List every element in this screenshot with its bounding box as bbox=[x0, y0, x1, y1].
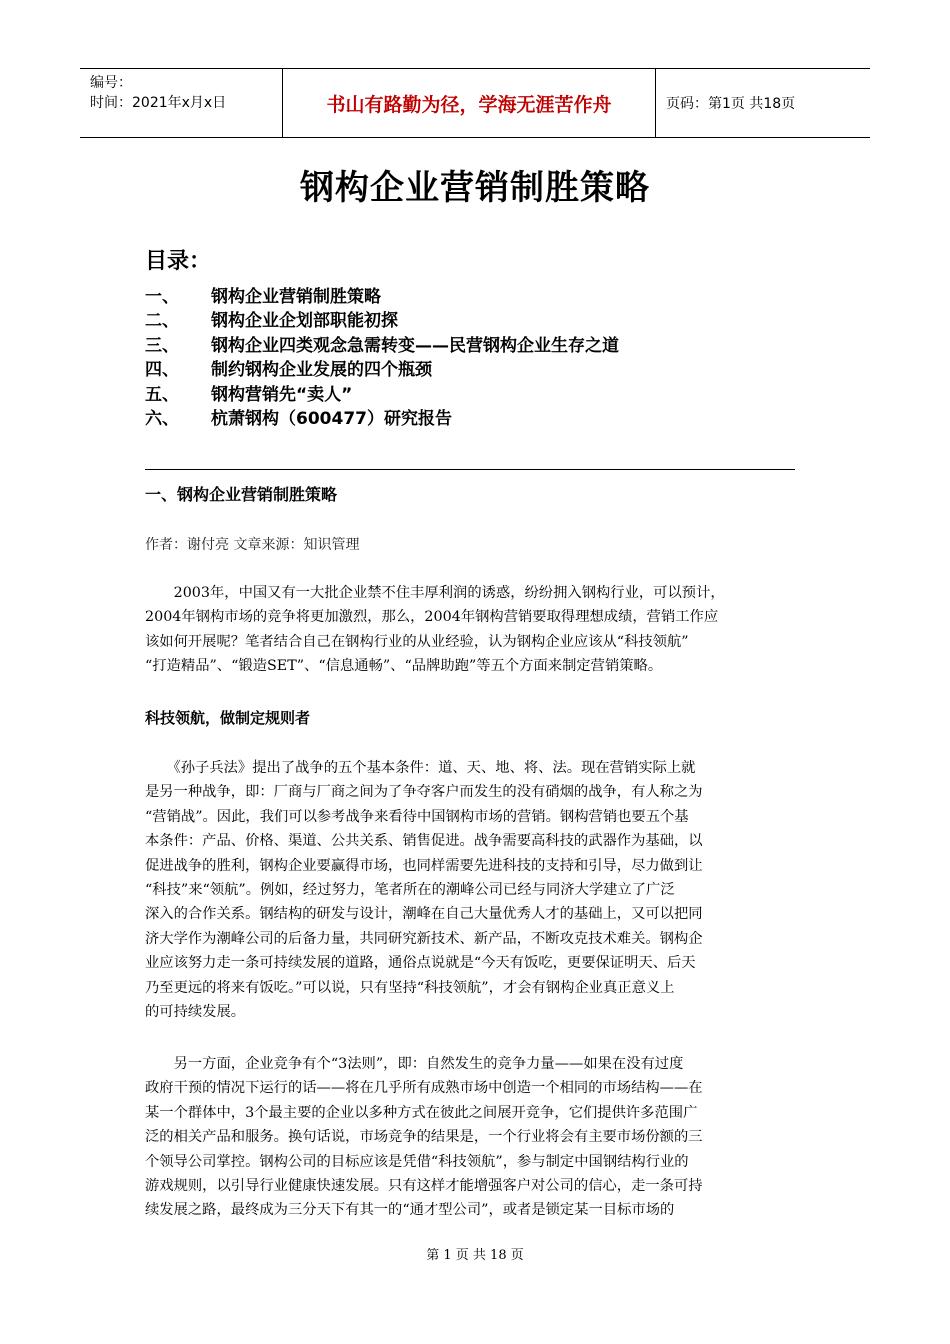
toc-heading: 目录： bbox=[145, 249, 212, 274]
text-line: 2004年钢构市场的竞争将更加激烈，那么，2004年钢构营销要取得理想成绩，营销工作应 bbox=[145, 609, 719, 626]
paragraph-1 bbox=[145, 581, 809, 679]
text-line: “科技”来“领航”。例如，经过努力，笔者所在的潮峰公司已经与同济大学建立了广泛 bbox=[145, 882, 675, 899]
text-line: “打造精品”、“锻造SET”、“信息通畅”、“品牌助跑”等五个方面来制定营销策略。 bbox=[145, 658, 663, 675]
toc-list bbox=[145, 285, 619, 431]
toc-item[interactable]: 二、 钢构企业企划部职能初探 bbox=[145, 311, 398, 332]
motto: 书山有路勤为径，学海无涯苦作舟 bbox=[282, 69, 656, 137]
text-line: 另一方面，企业竞争有个“3法则”，即：自然发生的竞争力量——如果在没有过度 bbox=[145, 1056, 684, 1072]
toc-item[interactable]: 三、 钢构企业四类观念急需转变——民营钢构企业生存之道 bbox=[145, 335, 619, 356]
text-line: 促进战争的胜利，钢构企业要赢得市场，也同样需要先进科技的支持和引导，尽力做到让 bbox=[145, 857, 703, 874]
toc-item[interactable]: 五、 钢构营销先“卖人” bbox=[145, 384, 353, 405]
code-label: 编号： bbox=[90, 75, 132, 91]
text-line: 该如何开展呢？笔者结合自己在钢构行业的从业经验，认为钢构企业应该从“科技领航” bbox=[145, 633, 689, 650]
text-line: 业应该努力走一条可持续发展的道路，通俗点说就是“今天有饭吃，更要保证明天、后天 bbox=[145, 955, 696, 972]
text-line: 济大学作为潮峰公司的后备力量，共同研究新技术、新产品，不断攻克技术难关。钢构企 bbox=[145, 930, 703, 947]
text-line: 本条件：产品、价格、渠道、公共关系、销售促进。战争需要高科技的武器作为基础，以 bbox=[145, 833, 703, 850]
divider bbox=[145, 469, 795, 470]
subheading: 科技领航，做制定规则者 bbox=[145, 709, 311, 727]
header-table bbox=[80, 68, 870, 138]
header-meta bbox=[80, 69, 282, 137]
text-line: 《孙子兵法》提出了战争的五个基本条件：道、天、地、将、法。现在营销实际上就 bbox=[145, 760, 696, 776]
text-line: 政府干预的情况下运行的话——将在几乎所有成熟市场中创造一个相同的市场结构——在 bbox=[145, 1080, 703, 1097]
page-footer: 第 1 页 共 18 页 bbox=[426, 1248, 524, 1263]
paragraph-3 bbox=[145, 1052, 809, 1223]
toc-item[interactable]: 六、 杭萧钢构（600477）研究报告 bbox=[145, 408, 452, 429]
text-line: 续发展之路，最终成为三分天下有其一的“通才型公司”，或者是锁定某一目标市场的 bbox=[145, 1202, 675, 1219]
text-line: 游戏规则，以引导行业健康快速发展。只有这样才能增强客户对公司的信心，走一条可持 bbox=[145, 1178, 703, 1195]
text-line: “营销战”。因此，我们可以参考战争来看待中国钢构市场的营销。钢构营销也要五个基 bbox=[145, 808, 689, 825]
document-title: 钢构企业营销制胜策略 bbox=[300, 168, 650, 208]
time-label: 时间：2021年x月x日 bbox=[90, 95, 227, 111]
text-line: 2003年，中国又有一大批企业禁不住丰厚利润的诱惑，纷纷拥入钢构行业，可以预计， bbox=[145, 585, 725, 601]
text-line: 泛的相关产品和服务。换句话说，市场竞争的结果是，一个行业将会有主要市场份额的三 bbox=[145, 1129, 703, 1146]
text-line: 某一个群体中，3个最主要的企业以多种方式在彼此之间展开竞争，它们提供许多范围广 bbox=[145, 1104, 698, 1121]
text-line: 是另一种战争，即：厂商与厂商之间为了争夺客户而发生的没有硝烟的战争，有人称之为 bbox=[145, 784, 703, 801]
text-line: 个领导公司掌控。钢构公司的目标应该是凭借“科技领航”，参与制定中国钢结构行业的 bbox=[145, 1153, 689, 1170]
text-line: 的可持续发展。 bbox=[145, 1004, 246, 1021]
paragraph-2 bbox=[145, 756, 809, 1024]
toc-item[interactable]: 一、 钢构企业营销制胜策略 bbox=[145, 287, 381, 307]
byline: 作者：谢付亮 文章来源：知识管理 bbox=[145, 537, 360, 553]
text-line: 深入的合作关系。钢结构的研发与设计，潮峰在自己大量优秀人才的基础上，又可以把同 bbox=[145, 906, 703, 923]
toc-item[interactable]: 四、 制约钢构企业发展的四个瓶颈 bbox=[145, 360, 432, 381]
page-info: 页码：第1页 共18页 bbox=[666, 96, 796, 112]
text-line: 乃至更远的将来有饭吃。”可以说，只有坚持“科技领航”，才会有钢构企业真正意义上 bbox=[145, 979, 675, 996]
section-heading: 一、钢构企业营销制胜策略 bbox=[145, 485, 338, 504]
